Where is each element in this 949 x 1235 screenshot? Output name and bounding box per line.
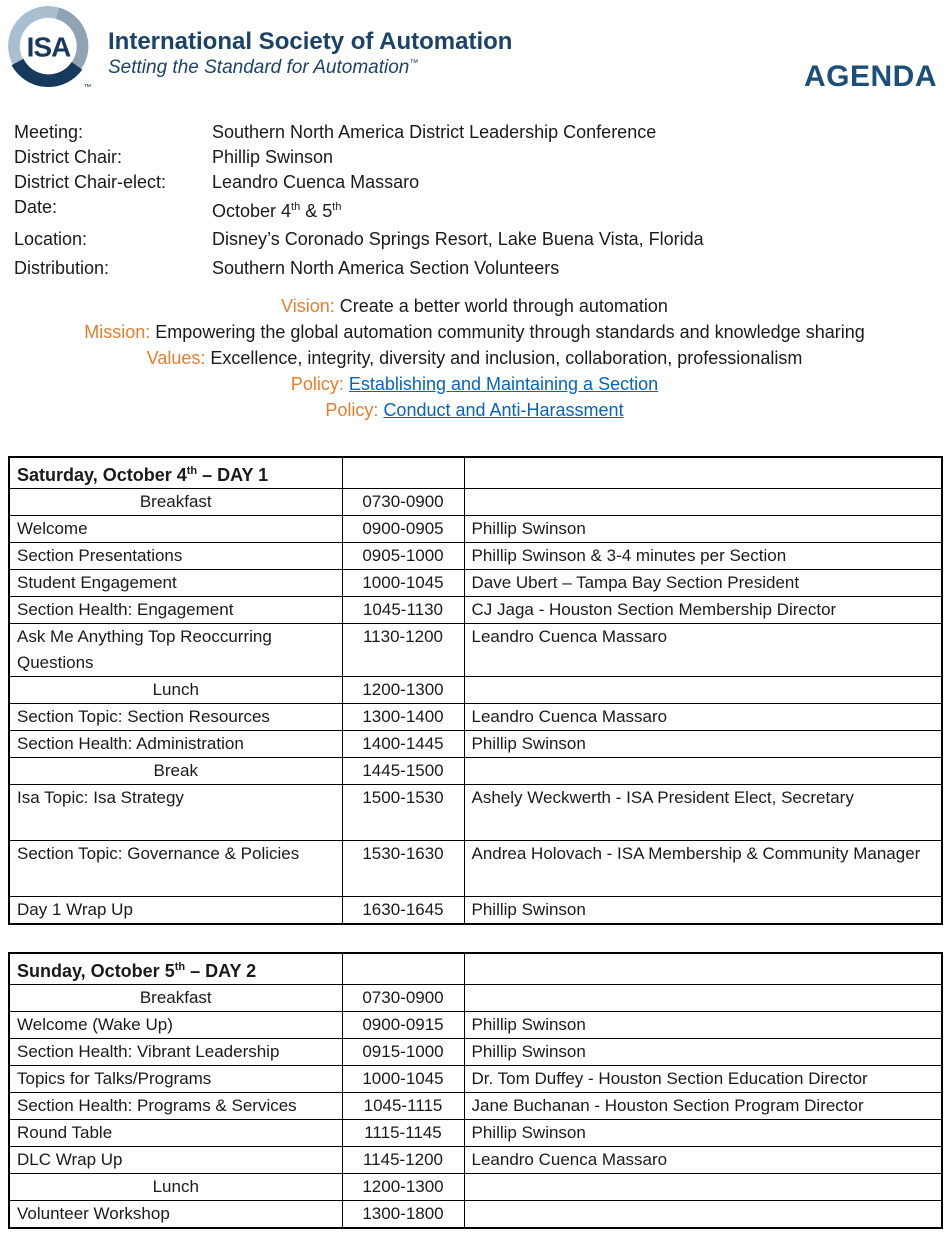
day-header-time-cell — [342, 457, 464, 489]
presenter-cell: Phillip Swinson — [464, 897, 942, 925]
statement-label: Policy: — [325, 400, 379, 420]
time-cell: 1045-1115 — [342, 1093, 464, 1120]
day-header-presenter-cell — [464, 953, 942, 985]
presenter-cell — [464, 1201, 942, 1229]
agenda-row — [9, 985, 942, 1012]
activity-cell: Section Presentations — [9, 543, 342, 570]
presenter-cell: Leandro Cuenca Massaro — [464, 704, 942, 731]
statement-line — [8, 345, 941, 371]
document-header — [8, 4, 941, 106]
agenda-row — [9, 897, 942, 925]
day-header-row — [9, 953, 942, 985]
presenter-cell — [464, 758, 942, 785]
presenter-cell — [464, 1174, 942, 1201]
time-cell: 1200-1300 — [342, 1174, 464, 1201]
statement-text: Create a better world through automation — [339, 296, 668, 316]
meeting-info-row — [14, 227, 941, 252]
isa-logo-tm: ™ — [83, 82, 92, 92]
presenter-cell: Dr. Tom Duffey - Houston Section Education Director — [464, 1066, 942, 1093]
statement-text: Empowering the global automation community through standards and knowledge sharing — [155, 322, 865, 342]
time-cell: 1045-1130 — [342, 597, 464, 624]
info-label: District Chair-elect: — [14, 172, 167, 192]
day-header-row — [9, 457, 942, 489]
info-label: Distribution: — [14, 258, 110, 278]
presenter-cell — [464, 489, 942, 516]
presenter-cell: Andrea Holovach - ISA Membership & Community Manager — [464, 841, 942, 897]
agenda-row — [9, 841, 942, 897]
policy-link[interactable]: Conduct and Anti-Harassment — [383, 400, 624, 420]
time-cell: 1300-1800 — [342, 1201, 464, 1229]
info-value: Leandro Cuenca Massaro — [212, 172, 420, 192]
agenda-row — [9, 1093, 942, 1120]
presenter-cell: Phillip Swinson — [464, 1039, 942, 1066]
tagline-tm: ™ — [409, 57, 419, 68]
time-cell: 1200-1300 — [342, 677, 464, 704]
time-cell: 0915-1000 — [342, 1039, 464, 1066]
time-cell: 1130-1200 — [342, 624, 464, 677]
presenter-cell: CJ Jaga - Houston Section Membership Director — [464, 597, 942, 624]
agenda-row — [9, 1201, 942, 1229]
time-cell: 1630-1645 — [342, 897, 464, 925]
info-label: Location: — [14, 229, 88, 249]
statement-line — [8, 397, 941, 423]
presenter-cell: Leandro Cuenca Massaro — [464, 1147, 942, 1174]
day-header-time-cell — [342, 953, 464, 985]
isa-logo-text: ISA — [26, 31, 71, 63]
agenda-table-day2 — [8, 952, 943, 1229]
time-cell: 1445-1500 — [342, 758, 464, 785]
agenda-row — [9, 597, 942, 624]
time-cell: 1000-1045 — [342, 570, 464, 597]
activity-cell: Day 1 Wrap Up — [9, 897, 342, 925]
info-value: Southern North America District Leadership Conference — [212, 122, 657, 142]
statement-label: Mission: — [84, 322, 151, 342]
meeting-info-row — [14, 195, 941, 224]
agenda-row — [9, 1066, 942, 1093]
agenda-row — [9, 1039, 942, 1066]
day-header-presenter-cell — [464, 457, 942, 489]
time-cell: 1530-1630 — [342, 841, 464, 897]
statement-label: Vision: — [281, 296, 335, 316]
presenter-cell: Ashely Weckwerth - ISA President Elect, Secretary — [464, 785, 942, 841]
activity-cell: Lunch — [9, 1174, 342, 1201]
activity-cell: Section Health: Vibrant Leadership — [9, 1039, 342, 1066]
agenda-table-day1 — [8, 456, 943, 925]
activity-cell: Section Health: Engagement — [9, 597, 342, 624]
activity-cell: Topics for Talks/Programs — [9, 1066, 342, 1093]
agenda-row — [9, 1147, 942, 1174]
statement-line — [8, 319, 941, 345]
agenda-row — [9, 1120, 942, 1147]
activity-cell: Section Topic: Section Resources — [9, 704, 342, 731]
presenter-cell: Leandro Cuenca Massaro — [464, 624, 942, 677]
statement-line — [8, 371, 941, 397]
time-cell: 0905-1000 — [342, 543, 464, 570]
presenter-cell: Dave Ubert – Tampa Bay Section President — [464, 570, 942, 597]
activity-cell: Welcome (Wake Up) — [9, 1012, 342, 1039]
day-title-cell: Sunday, October 5th – DAY 2 — [9, 953, 342, 985]
activity-cell: Break — [9, 758, 342, 785]
activity-cell: Isa Topic: Isa Strategy — [9, 785, 342, 841]
time-cell: 1300-1400 — [342, 704, 464, 731]
statements — [8, 293, 941, 423]
presenter-cell: Phillip Swinson & 3-4 minutes per Section — [464, 543, 942, 570]
meeting-info-row — [14, 120, 941, 145]
agenda-row — [9, 731, 942, 758]
activity-cell: Ask Me Anything Top Reoccurring Questions — [9, 624, 342, 677]
isa-logo-icon — [8, 4, 98, 98]
agenda-row — [9, 570, 942, 597]
info-value: Disney’s Coronado Springs Resort, Lake Buena Vista, Florida — [212, 229, 704, 249]
agenda-row — [9, 677, 942, 704]
info-label: Meeting: — [14, 122, 84, 142]
page-title: AGENDA — [803, 60, 937, 93]
activity-cell: Breakfast — [9, 489, 342, 516]
agenda-row — [9, 704, 942, 731]
presenter-cell: Jane Buchanan - Houston Section Program Director — [464, 1093, 942, 1120]
meeting-info — [8, 120, 941, 281]
meeting-info-row — [14, 170, 941, 195]
activity-cell: Lunch — [9, 677, 342, 704]
statement-label: Policy: — [290, 374, 344, 394]
presenter-cell: Phillip Swinson — [464, 516, 942, 543]
time-cell: 0730-0900 — [342, 985, 464, 1012]
info-label: District Chair: — [14, 147, 123, 167]
agenda-row — [9, 785, 942, 841]
activity-cell: Student Engagement — [9, 570, 342, 597]
presenter-cell: Phillip Swinson — [464, 731, 942, 758]
time-cell: 1145-1200 — [342, 1147, 464, 1174]
time-cell: 1115-1145 — [342, 1120, 464, 1147]
activity-cell: Section Health: Administration — [9, 731, 342, 758]
agenda-row — [9, 624, 942, 677]
agenda-row — [9, 758, 942, 785]
time-cell: 0900-0905 — [342, 516, 464, 543]
agenda-tables — [8, 456, 941, 1229]
isa-brand — [8, 4, 941, 98]
activity-cell: Round Table — [9, 1120, 342, 1147]
activity-cell: Breakfast — [9, 985, 342, 1012]
org-name: International Society of Automation — [108, 28, 513, 55]
statement-text: Excellence, integrity, diversity and inclusion, collaboration, professionalism — [210, 348, 803, 368]
info-label: Date: — [14, 197, 58, 217]
time-cell: 1000-1045 — [342, 1066, 464, 1093]
meeting-info-row — [14, 145, 941, 170]
activity-cell: Volunteer Workshop — [9, 1201, 342, 1229]
agenda-row — [9, 1012, 942, 1039]
statement-label: Values: — [146, 348, 206, 368]
time-cell: 1400-1445 — [342, 731, 464, 758]
policy-link[interactable]: Establishing and Maintaining a Section — [348, 374, 659, 394]
info-value: Phillip Swinson — [212, 147, 334, 167]
time-cell: 0730-0900 — [342, 489, 464, 516]
presenter-cell — [464, 677, 942, 704]
info-value: October 4th & 5th — [212, 201, 342, 221]
activity-cell: Welcome — [9, 516, 342, 543]
time-cell: 0900-0915 — [342, 1012, 464, 1039]
statement-line — [8, 293, 941, 319]
org-tagline: Setting the Standard for Automation™ — [108, 57, 419, 78]
time-cell: 1500-1530 — [342, 785, 464, 841]
presenter-cell: Phillip Swinson — [464, 1120, 942, 1147]
meeting-info-row — [14, 256, 941, 281]
agenda-row — [9, 489, 942, 516]
activity-cell: Section Health: Programs & Services — [9, 1093, 342, 1120]
org-title-block — [108, 4, 512, 79]
presenter-cell — [464, 985, 942, 1012]
activity-cell: DLC Wrap Up — [9, 1147, 342, 1174]
info-value: Southern North America Section Volunteers — [212, 258, 560, 278]
agenda-row — [9, 516, 942, 543]
presenter-cell: Phillip Swinson — [464, 1012, 942, 1039]
activity-cell: Section Topic: Governance & Policies — [9, 841, 342, 897]
agenda-row — [9, 1174, 942, 1201]
agenda-row — [9, 543, 942, 570]
day-title-cell: Saturday, October 4th – DAY 1 — [9, 457, 342, 489]
